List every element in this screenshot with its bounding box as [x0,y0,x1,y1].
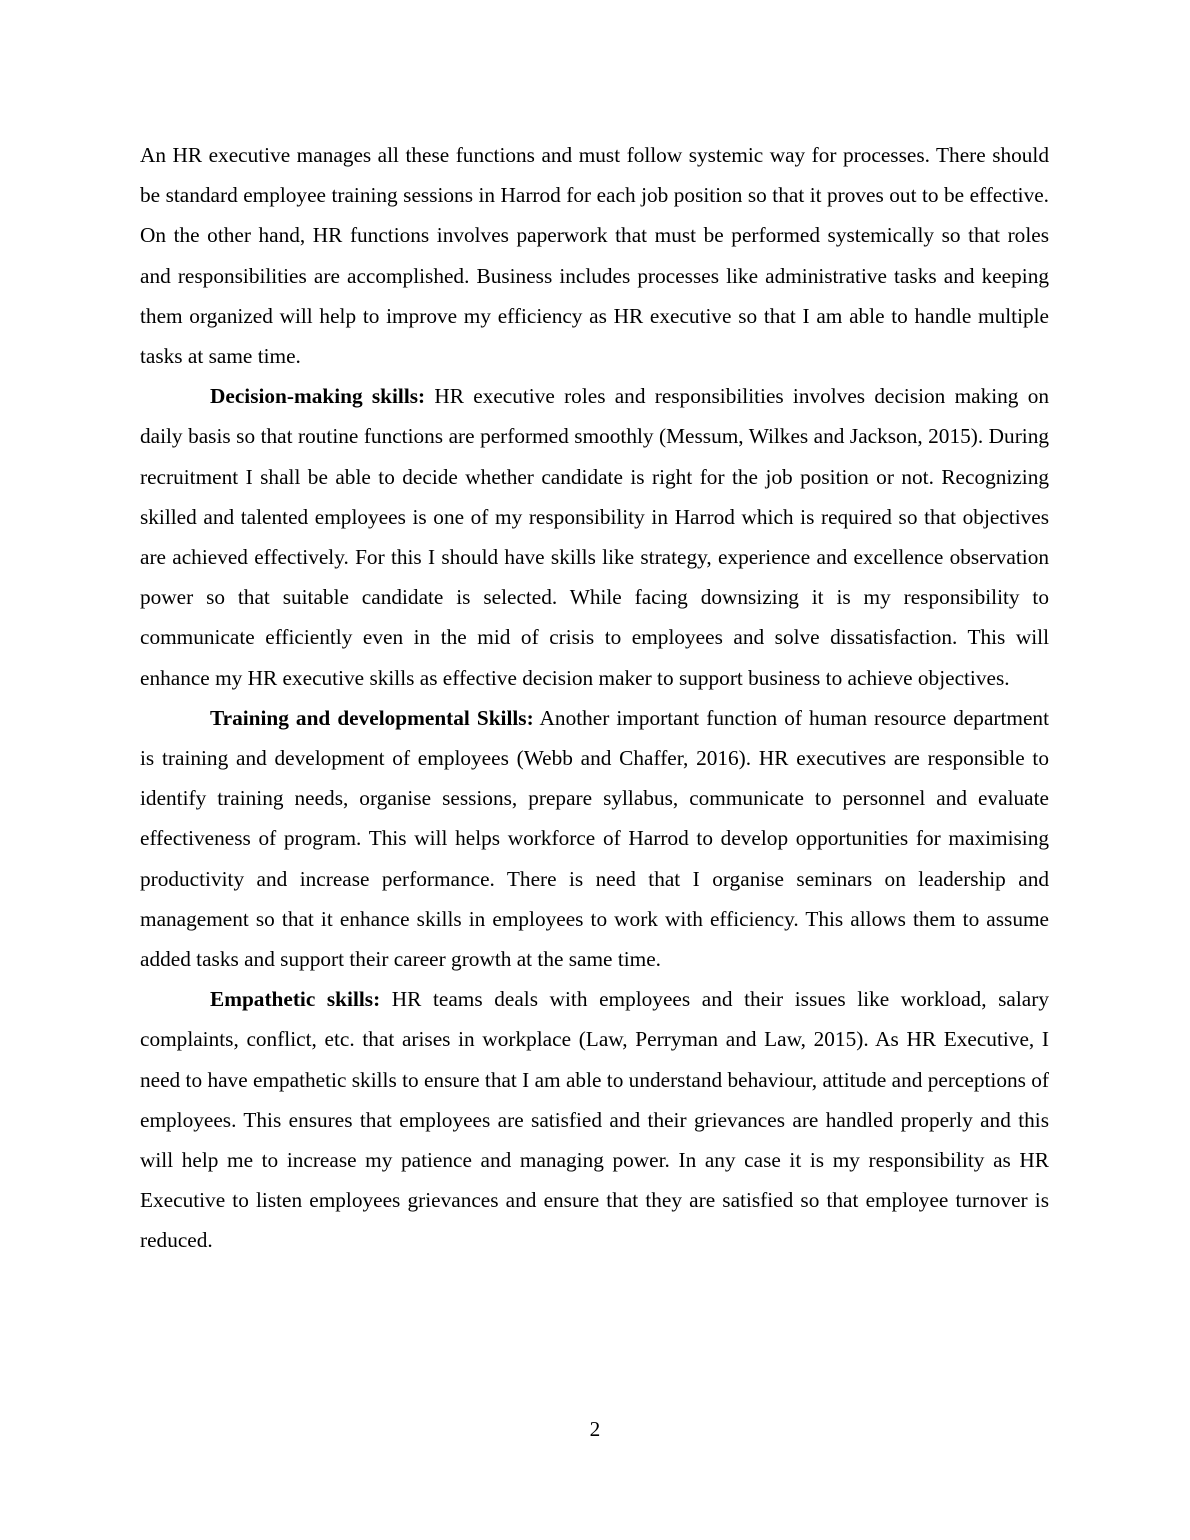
paragraph-intro [140,135,1049,376]
paragraph-training [140,698,1049,979]
paragraph-decision-making-text: HR executive roles and responsibilities involves decision making on daily basis so that routine functions are performed smoothly (Messum, Wilkes and Jackson, 2015). During recruitment I shall be able to decide whether candidate is right for the job position or not. Recognizing skilled and talented employees is one of my responsibility in Harrod which is required so that objectives are achieved effectively. For this I should have skills like strategy, experience and excellence observation power so that suitable candidate is selected. While facing downsizing it is my responsibility to communicate efficiently even in the mid of crisis to employees and solve dissatisfaction. This will enhance my HR executive skills as effective decision maker to support business to achieve objectives. [140,384,1049,690]
heading-training: Training and developmental Skills: [210,705,534,730]
paragraph-empathetic-text: HR teams deals with employees and their issues like workload, salary complaints, conflict, etc. that arises in workplace (Law, Perryman and Law, 2015). As HR Executive, I need to have empathetic skills to ensure that I am able to understand behaviour, attitude and perceptions of employees. This ensures that employees are satisfied and their grievances are handled properly and this will help me to increase my patience and managing power. In any case it is my responsibility as HR Executive to listen employees grievances and ensure that they are satisfied so that employee turnover is reduced. [140,987,1049,1253]
body-text [140,135,1049,1261]
page-number: 2 [589,1417,601,1441]
heading-decision-making: Decision-making skills: [210,384,426,409]
paragraph-decision-making [140,376,1049,698]
paragraph-training-text: Another important function of human resource department is training and development of employees (Webb and Chaffer, 2016). HR executives are responsible to identify training needs, organise sessions, prepare syllabus, communicate to personnel and evaluate effectiveness of program. This will helps workforce of Harrod to develop opportunities for maximising productivity and increase performance. There is need that I organise seminars on leadership and management so that it enhance skills in employees to work with efficiency. This allows them to assume added tasks and support their career growth at the same time. [140,705,1049,972]
paragraph-intro-text: An HR executive manages all these functions and must follow systemic way for processes. There should be standard employee training sessions in Harrod for each job position so that it proves out to be effective. On the other hand, HR functions involves paperwork that must be performed systemically so that roles and responsibilities are accomplished. Business includes processes like administrative tasks and keeping them organized will help to improve my efficiency as HR executive so that I am able to handle multiple tasks at same time. [140,143,1049,369]
paragraph-empathetic [140,979,1049,1260]
heading-empathetic: Empathetic skills: [210,987,381,1012]
